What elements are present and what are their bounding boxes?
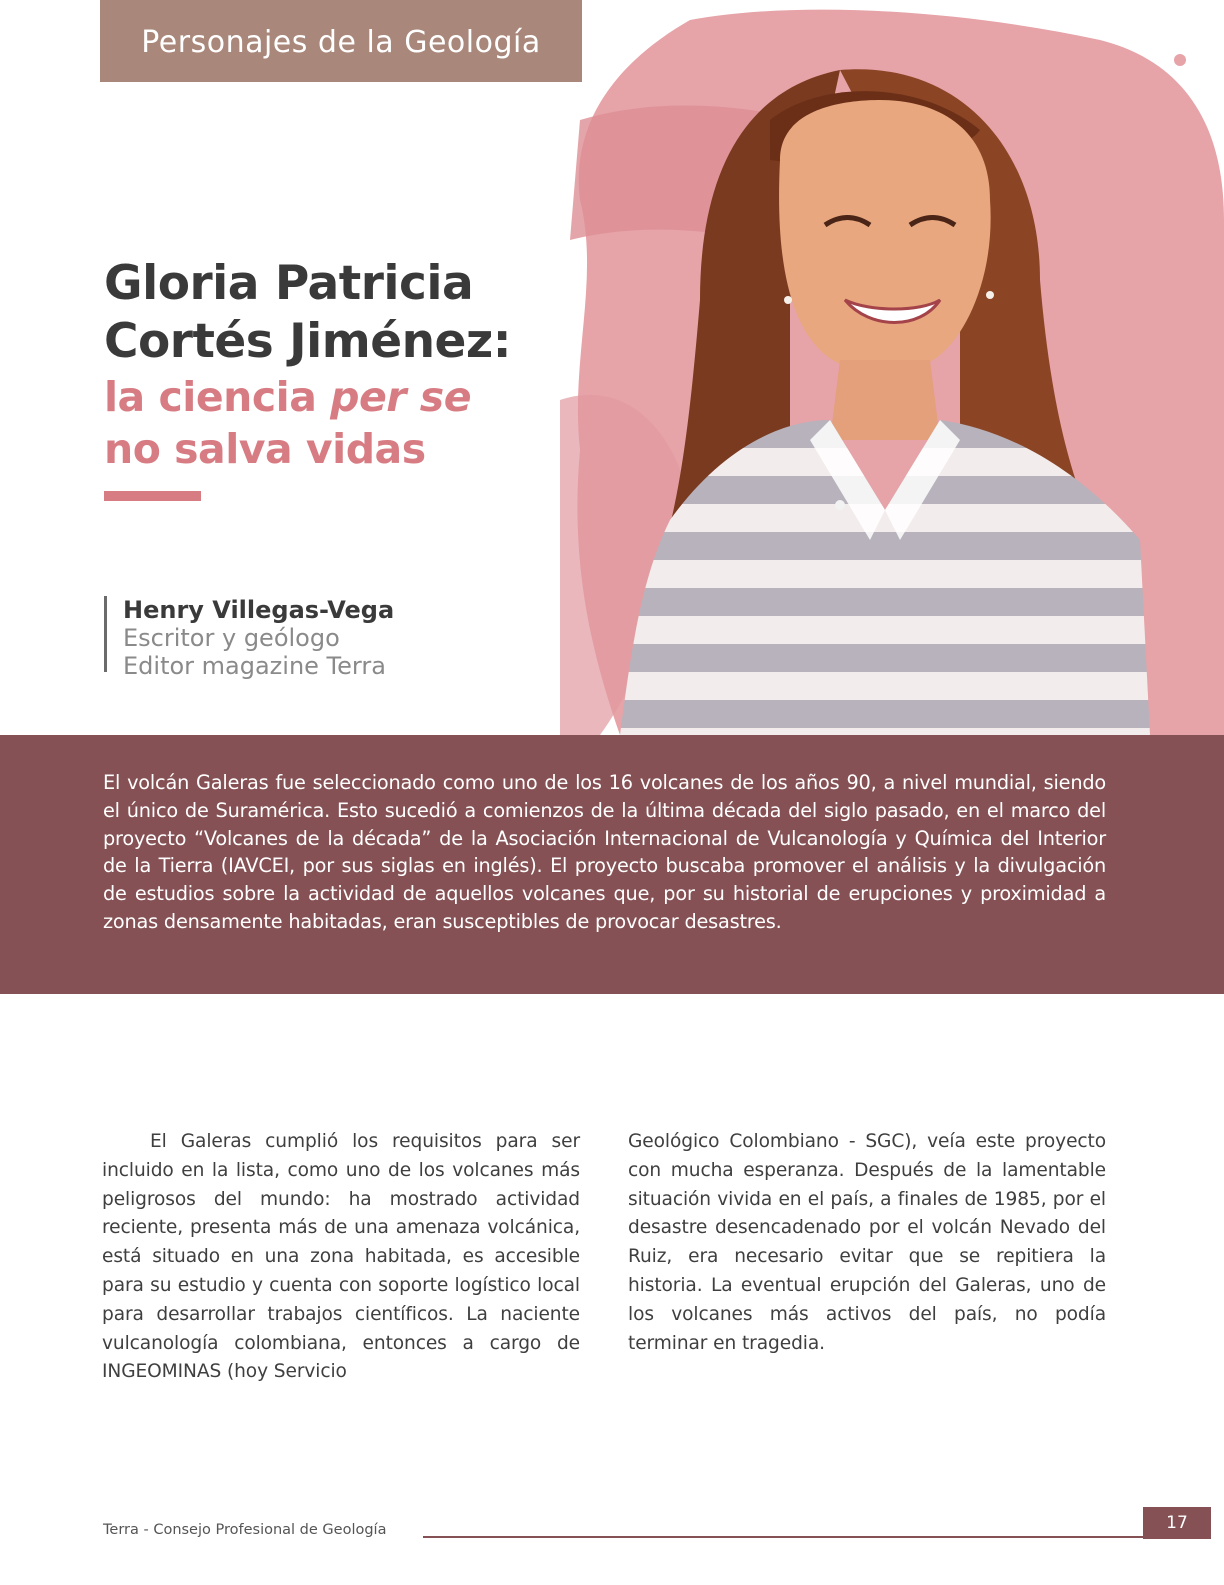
portrait-illustration [540, 0, 1224, 735]
lead-paragraph: El volcán Galeras fue seleccionado como uno de los 16 volcanes de los años 90, a nivel mundial, siendo el único de Suramérica. Esto sucedió a comienzos de la última década del siglo pasado, en el marco del proyecto “Volcanes de la década” de la Asociación Internacional de Vulcanología y Química del Interior de la Tierra (IAVCEI, por sus siglas en inglés). El proyecto buscaba promover el análisis y la divulgación de estudios sobre la actividad de aquellos volcanes que, por su historial de erupciones y proximidad a zonas densamente habitadas, eran susceptibles de provocar desastres. [103, 771, 1106, 933]
page-number: 17 [1143, 1507, 1211, 1539]
subtitle-text: la ciencia [104, 373, 331, 421]
subtitle-line-2: no salva vidas [104, 425, 426, 473]
author-role-1: Escritor y geólogo [123, 624, 340, 652]
footer-rule [423, 1536, 1143, 1538]
footer-publication: Terra - Consejo Profesional de Geología [103, 1522, 387, 1538]
subtitle-line-1 [104, 371, 574, 423]
section-tab: Personajes de la Geología [100, 0, 582, 82]
article-title [104, 255, 574, 475]
title-line-1: Gloria Patricia [104, 256, 474, 311]
author-role-2: Editor magazine Terra [123, 652, 386, 680]
byline [104, 596, 395, 680]
title-accent-rule [104, 491, 201, 501]
title-line-2: Cortés Jiménez: [104, 314, 512, 369]
subtitle-italic: per se [330, 373, 472, 421]
author-name: Henry Villegas-Vega [123, 596, 395, 624]
body-column-left: El Galeras cumplió los requisitos para ser incluido en la lista, como uno de los volcanes más peligrosos del mundo: ha mostrado actividad reciente, presenta más de una amenaza volcánica, está situado en una zona habitada, es accesible para su estudio y cuenta con soporte logístico local para desarrollar trabajos científicos. La naciente vulcanología colombiana, entonces a cargo de INGEOMINAS (hoy Servicio [102, 1131, 580, 1383]
neck [830, 360, 940, 440]
body-column-right: Geológico Colombiano - SGC), veía este proyecto con mucha esperanza. Después de la lamentable situación vivida en el país, a finales de 1985, por el desastre desencadenado por el volcán Nevado del Ruiz, era necesario evitar que se repitiera la historia. La eventual erupción del Galeras, uno de los volcanes más activos del país, no podía terminar en tragedia. [628, 1131, 1106, 1354]
